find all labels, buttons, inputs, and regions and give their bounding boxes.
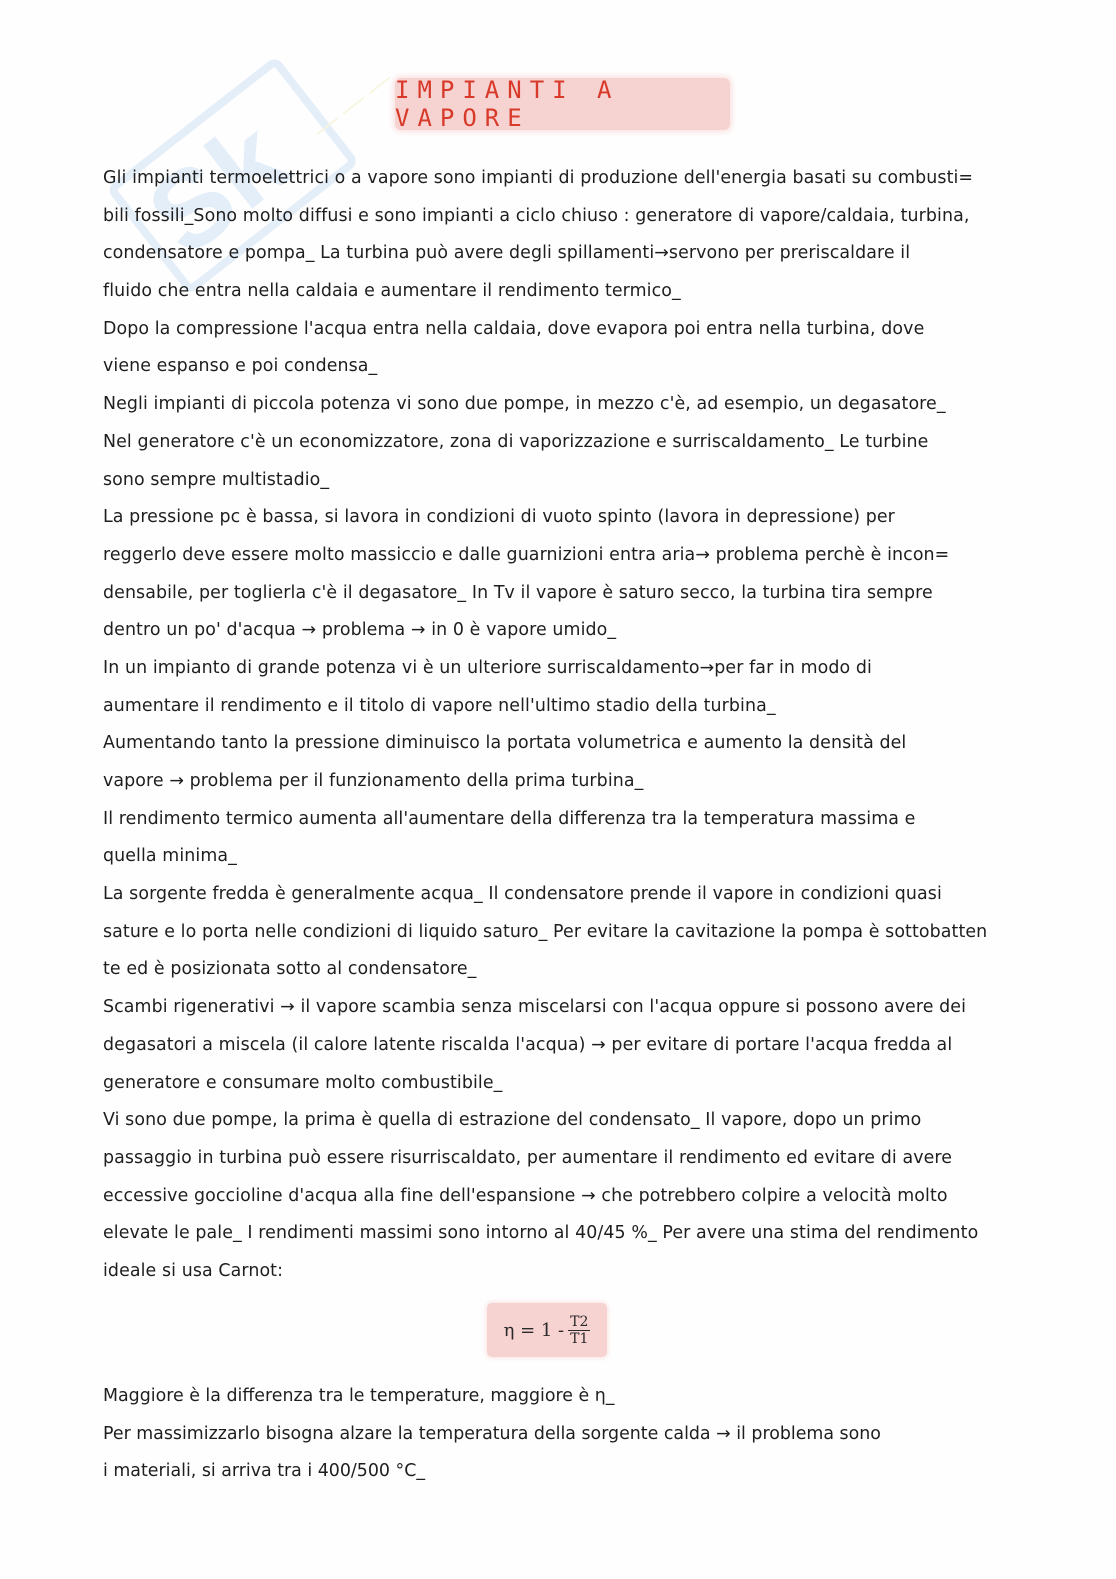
formula-fraction	[568, 1314, 590, 1347]
text-line: sono sempre multistadio_	[103, 469, 330, 490]
text-line: ideale si usa Carnot:	[103, 1260, 284, 1281]
text-line: passaggio in turbina può essere risurriscaldato, per aumentare il rendimento ed evitare di avere	[103, 1147, 953, 1168]
text-line: Maggiore è la differenza tra le temperature, maggiore è η_	[103, 1386, 615, 1406]
formula-numerator: T2	[570, 1313, 589, 1330]
text-line: Dopo la compressione l'acqua entra nella caldaia, dove evapora poi entra nella turbina, dove	[103, 318, 925, 339]
text-line: fluido che entra nella caldaia e aumentare il rendimento termico_	[103, 281, 681, 302]
text-line: aumentare il rendimento e il titolo di vapore nell'ultimo stadio della turbina_	[103, 695, 776, 716]
text-line: dentro un po' d'acqua → problema → in 0 è vapore umido_	[103, 620, 617, 641]
text-line: Scambi rigenerativi → il vapore scambia senza miscelarsi con l'acqua oppure si possono avere dei	[103, 997, 967, 1018]
text-line: La sorgente fredda è generalmente acqua_ Il condensatore prende il vapore in condizioni quasi	[103, 884, 942, 905]
conclusion-text	[103, 1378, 1063, 1491]
watermark-tagline: — — —	[306, 63, 398, 145]
text-line: densabile, per toglierla c'è il degasatore_ In Tv il vapore è saturo secco, la turbina tira sempre	[103, 582, 933, 603]
text-line: elevate le pale_ I rendimenti massimi sono intorno al 40/45 %_ Per avere una stima del rendimento	[103, 1223, 979, 1244]
title-highlight	[395, 78, 730, 130]
formula-denominator: T1	[570, 1330, 589, 1347]
text-line: viene espanso e poi condensa_	[103, 356, 378, 377]
text-line: i materiali, si arriva tra i 400/500 °C_	[103, 1461, 426, 1482]
page-title: IMPIANTI A VAPORE	[395, 76, 620, 132]
text-line: te ed è posizionata sotto al condensatore_	[103, 959, 477, 980]
text-line: Per massimizzarlo bisogna alzare la temperatura della sorgente calda → il problema sono	[103, 1423, 881, 1444]
text-line: reggerlo deve essere molto massiccio e dalle guarnizioni entra aria→ problema perchè è incon=	[103, 544, 950, 565]
text-line: Negli impianti di piccola potenza vi sono due pompe, in mezzo c'è, ad esempio, un degasatore_	[103, 394, 946, 415]
text-line: eccessive goccioline d'acqua alla fine dell'espansione → che potrebbero colpire a velocità molto	[103, 1185, 948, 1206]
body-text	[103, 160, 1063, 1291]
text-line: bili fossili_Sono molto diffusi e sono impianti a ciclo chiuso : generatore di vapore/caldaia, turbina,	[103, 205, 970, 226]
text-line: Aumentando tanto la pressione diminuisco la portata volumetrica e aumento la densità del	[103, 733, 907, 754]
text-line: sature e lo porta nelle condizioni di liquido saturo_ Per evitare la cavitazione la pompa è sottobatten	[103, 921, 988, 942]
formula-lhs: η = 1 -	[503, 1319, 565, 1341]
text-line: vapore → problema per il funzionamento della prima turbina_	[103, 771, 644, 791]
text-line: condensatore e pompa_ La turbina può avere degli spillamenti→servono per preriscaldare il	[103, 243, 911, 264]
text-line: Il rendimento termico aumenta all'aumentare della differenza tra la temperatura massima e	[103, 808, 916, 829]
text-line: Vi sono due pompe, la prima è quella di estrazione del condensato_ Il vapore, dopo un primo	[103, 1110, 922, 1131]
text-line: quella minima_	[103, 846, 237, 867]
text-line: Nel generatore c'è un economizzatore, zona di vaporizzazione e surriscaldamento_ Le turbine	[103, 431, 929, 452]
text-line: generatore e consumare molto combustibile_	[103, 1072, 503, 1093]
text-line: Gli impianti termoelettrici o a vapore sono impianti di produzione dell'energia basati su combusti=	[103, 168, 974, 188]
watermark-mark: Sk	[125, 96, 311, 279]
text-line: La pressione pc è bassa, si lavora in condizioni di vuoto spinto (lavora in depressione) per	[103, 507, 895, 528]
text-line: degasatori a miscela (il calore latente riscalda l'acqua) → per evitare di portare l'acqua fredda al	[103, 1034, 953, 1055]
carnot-formula	[487, 1303, 607, 1357]
text-line: In un impianto di grande potenza vi è un ulteriore surriscaldamento→per far in modo di	[103, 657, 872, 678]
